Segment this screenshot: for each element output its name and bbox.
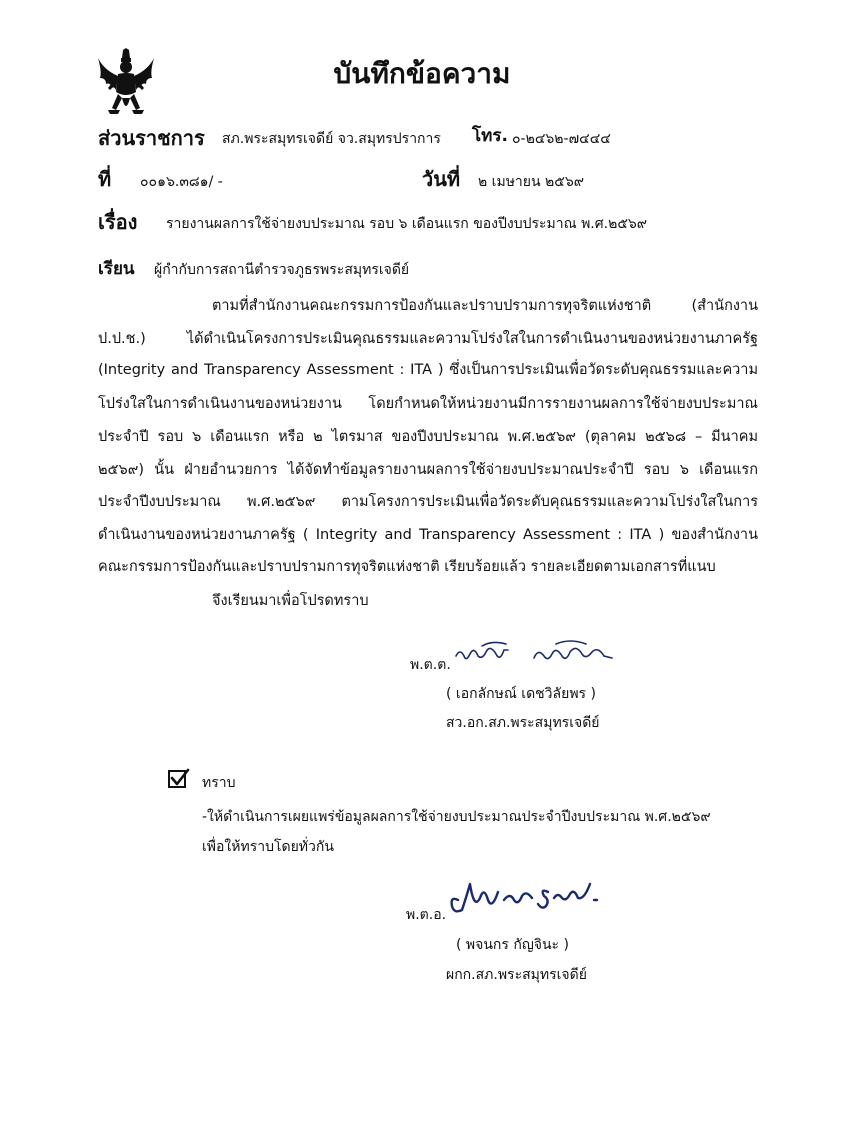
salutation-label: เรียน — [98, 259, 135, 279]
signature-1 — [452, 636, 632, 676]
signer2-rank: พ.ต.อ. — [406, 907, 447, 923]
document-title: บันทึกข้อความ — [333, 57, 511, 90]
closing-line: จึงเรียนมาเพื่อโปรดทราบ — [212, 593, 369, 609]
body-line: โปร่งใสในการดำเนินงานของหน่วยงาน โดยกำหนดให้หน่วยงานมีการรายงานผลการใช้จ่ายงบประมาณ — [98, 396, 758, 412]
subject-value: รายงานผลการใช้จ่ายงบประมาณ รอบ ๖ เดือนแรก ของปีงบประมาณ พ.ศ.๒๕๖๙ — [166, 216, 648, 232]
body-line: ตามที่สำนักงานคณะกรรมการป้องกันและปราบปรามการทุจริตแห่งชาติ (สำนักงาน — [212, 298, 758, 314]
body-line: ดำเนินงานของหน่วยงานภาครัฐ ( Integrity and Transparency Assessment : ITA ) ของสำนักงาน — [98, 527, 758, 543]
acknowledge-label: ทราบ — [202, 775, 236, 791]
subject-label: เรื่อง — [98, 210, 138, 234]
date-value: ๒ เมษายน ๒๕๖๙ — [478, 174, 584, 190]
signer2-position: ผกก.สภ.พระสมุทรเจดีย์ — [446, 967, 587, 983]
body-line: ประจำปีงบประมาณ พ.ศ.๒๕๖๙ ตามโครงการประเมินเพื่อวัดระดับคุณธรรมและความโปร่งใสในการ — [98, 494, 758, 510]
agency-value: สภ.พระสมุทรเจดีย์ จว.สมุทรปราการ — [222, 131, 441, 147]
phone-value: ๐-๒๔๖๒-๗๔๔๔ — [512, 131, 611, 147]
body-line: ๒๕๖๙) นั้น ฝ่ายอำนวยการ ได้จัดทำข้อมูลรายงานผลการใช้จ่ายงบประมาณประจำปี รอบ ๖ เดือนแรก — [98, 462, 758, 478]
body-line: ประจำปี รอบ ๖ เดือนแรก หรือ ๒ ไตรมาส ของปีงบประมาณ พ.ศ.๒๕๖๙ (ตุลาคม ๒๕๖๘ – มีนาคม — [98, 429, 758, 445]
body-line: ป.ป.ช.) ได้ดำเนินโครงการประเมินคุณธรรมและความโปร่งใสในการดำเนินงานของหน่วยงานภาครัฐ — [98, 331, 758, 347]
signer1-name: ( เอกลักษณ์ เดชวิลัยพร ) — [446, 686, 596, 702]
date-label: วันที่ — [422, 167, 461, 191]
ref-label: ที่ — [98, 167, 112, 191]
signature-2 — [444, 870, 614, 926]
agency-label: ส่วนราชการ — [98, 126, 205, 150]
salutation-value: ผู้กำกับการสถานีตำรวจภูธรพระสมุทรเจดีย์ — [154, 262, 410, 278]
signer2-name: ( พจนกร กัญจินะ ) — [456, 937, 569, 953]
body-line: (Integrity and Transparency Assessment : ITA ) ซึ่งเป็นการประเมินเพื่อวัดระดับคุณธรรมและความ — [98, 362, 758, 378]
approval-order-line: เพื่อให้ทราบโดยทั่วกัน — [202, 839, 334, 855]
signer1-rank: พ.ต.ต. — [410, 657, 451, 673]
checked-box-icon[interactable] — [168, 770, 186, 788]
signer1-position: สว.อก.สภ.พระสมุทรเจดีย์ — [446, 715, 600, 731]
phone-label: โทร. — [472, 126, 508, 146]
body-line: คณะกรรมการป้องกันและปราบปรามการทุจริตแห่งชาติ เรียบร้อยแล้ว รายละเอียดตามเอกสารที่แนบ — [98, 559, 716, 575]
ref-value: ๐๐๑๖.๓๘๑/ - — [140, 174, 223, 190]
approval-order-line: -ให้ดำเนินการเผยแพร่ข้อมูลผลการใช้จ่ายงบประมาณประจำปีงบประมาณ พ.ศ.๒๕๖๙ — [202, 809, 711, 825]
